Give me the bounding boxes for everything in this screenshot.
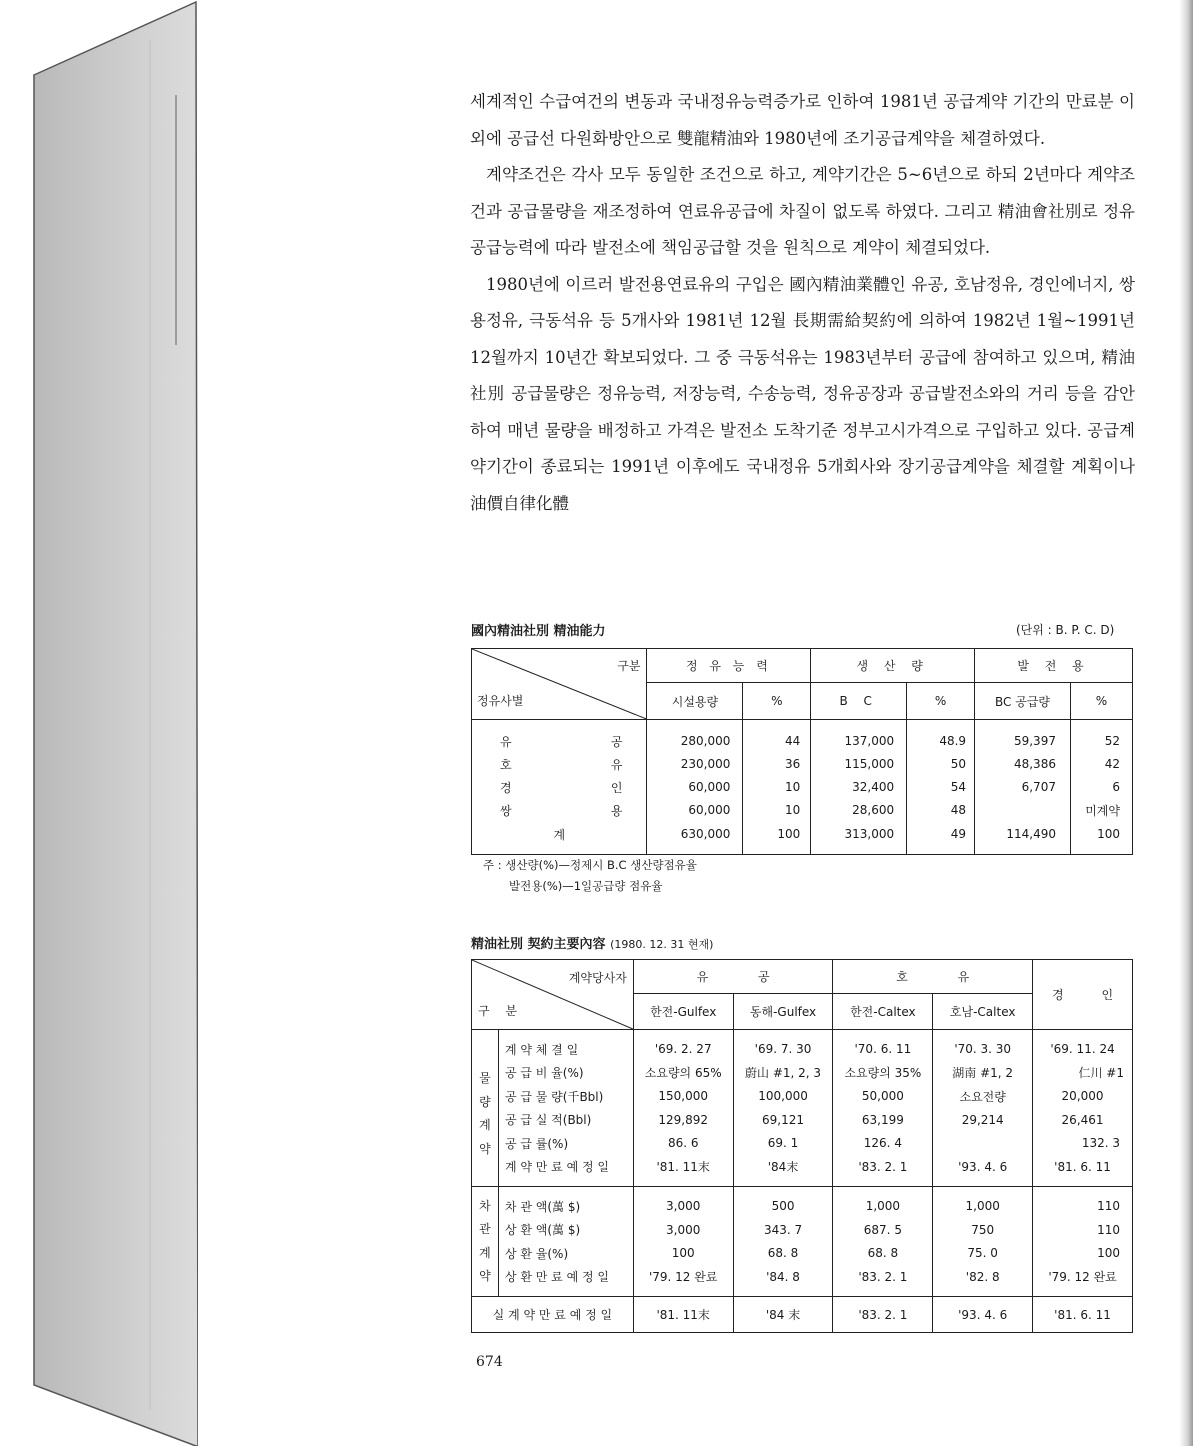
note-line: 발전용(%)—1일공급량 점유율 <box>509 879 663 893</box>
table-row <box>472 1155 1133 1179</box>
row-label-b: 공 <box>610 734 623 749</box>
table1-subheader: 시설용량 <box>647 683 743 720</box>
cell <box>933 1132 1033 1156</box>
cell: 100 <box>1097 827 1120 841</box>
cell: 48,386 <box>975 753 1071 776</box>
cell: '84. 8 <box>733 1265 833 1289</box>
cell: 10 <box>743 776 811 799</box>
table1-subheader: % <box>1095 694 1108 708</box>
table1-corner-cell <box>472 649 647 720</box>
cell: 230,000 <box>647 753 743 776</box>
cell: '83. 2. 1 <box>833 1265 933 1289</box>
cell: 630,000 <box>647 822 743 847</box>
row-label-b: 유 <box>610 757 623 772</box>
note-line: 주 : 생산량(%)—정제시 B.C 생산량점유율 <box>483 858 697 872</box>
cell: 69. 1 <box>733 1132 833 1156</box>
table1-subheader: % <box>907 683 975 720</box>
cell: 蔚山 #1, 2, 3 <box>733 1061 833 1085</box>
paragraph-3: 1980년에 이르러 발전용연료유의 구입은 國內精油業體인 유공, 호남정유, 경인에너지, 쌍용정유, 극동석유 등 5개사와 1981년 12월 長期需給契約에 의하여 1982년 1월~1991년 12월까지 10년간 확보되었다. 그 중 극동석유는 1983년부터 공급에 참여하고 있으며, 精油社別 공급물량은 정유능력, 저장능력, 수송능력, 정유공장과 공급발전소와의 거리 등을 감안하여 매년 물량을 배정하고 가격은 발전소 도착기준 정부고시가격으로 구입하고 있다. 공급계약기간이 종료되는 1991년 이후에도 국내정유 5개회사와 장기공급계약을 체결할 계획이나 油價自律化體 <box>470 274 1135 513</box>
table1-group-header: 발 전 용 <box>975 649 1133 683</box>
cell: '82. 8 <box>933 1265 1033 1289</box>
row-label-a: 쌍 <box>500 803 512 818</box>
table2-contract-summary <box>471 959 1133 1333</box>
cell: 115,000 <box>811 753 907 776</box>
cell: '69. 11. 24 <box>1050 1042 1115 1057</box>
row-label-a: 호 <box>500 757 512 772</box>
book-spine-shadow <box>0 0 200 1446</box>
section-label-loan: 차 관 계 약 <box>472 1195 499 1289</box>
cell: '83. 2. 1 <box>833 1155 933 1179</box>
cell: 63,199 <box>833 1108 933 1132</box>
table1-unit: (단위 : B. P. C. D) <box>1016 623 1115 637</box>
cell: '79. 12 완료 <box>633 1265 733 1289</box>
row-label-a: 경 <box>500 780 512 795</box>
table1-group-header: 생 산 량 <box>811 649 975 683</box>
row-item: 상 환 액(萬 $) <box>498 1218 633 1242</box>
table-row <box>472 730 1133 753</box>
row-item: 계 약 만 료 예 정 일 <box>498 1155 633 1179</box>
cell: 54 <box>907 776 975 799</box>
cell: 20,000 <box>1061 1089 1104 1104</box>
cell: 59,397 <box>975 730 1071 753</box>
cell: 129,892 <box>633 1108 733 1132</box>
cell: 42 <box>1104 757 1120 771</box>
row-item: 차 관 액(萬 $) <box>498 1195 633 1219</box>
row-label-b: 인 <box>610 780 623 795</box>
table1-corner-top: 구분 <box>617 659 641 673</box>
table-row <box>472 776 1133 799</box>
cell: 60,000 <box>647 799 743 822</box>
cell: 48 <box>907 799 975 822</box>
table2-contract-header: 한전-Gulfex <box>633 994 733 1030</box>
cell: 114,490 <box>975 822 1071 847</box>
cell: '81. 6. 11 <box>1054 1307 1111 1322</box>
cell: 3,000 <box>633 1195 733 1219</box>
cell: 313,000 <box>811 822 907 847</box>
cell: '81. 6. 11 <box>1054 1159 1111 1174</box>
table1-notes <box>483 855 697 897</box>
table2-corner-bottom: 구 분 <box>478 1004 517 1018</box>
table2-subtitle: (1980. 12. 31 현재) <box>610 938 714 951</box>
cell: 6 <box>1112 780 1120 794</box>
page-number: 674 <box>476 1354 503 1370</box>
cell: 100 <box>1097 1246 1120 1261</box>
cell: 1,000 <box>933 1195 1033 1219</box>
paragraph-2: 계약조건은 각사 모두 동일한 조건으로 하고, 계약기간은 5~6년으로 하되 2년마다 계약조건과 공급물량을 재조정하여 연료유공급에 차질이 없도록 하였다. 그리고 精油會社別로 정유공급능력에 따라 발전소에 책임공급할 것을 원칙으로 계약이 체결되었다. <box>470 165 1135 257</box>
cell: 1,000 <box>833 1195 933 1219</box>
cell: '93. 4. 6 <box>933 1297 1033 1333</box>
table-row <box>472 1132 1133 1156</box>
table2-corner-top: 계약당사자 <box>568 971 627 985</box>
cell: 3,000 <box>633 1218 733 1242</box>
cell: 仁川 #1 <box>1078 1066 1124 1081</box>
cell: 미계약 <box>1085 803 1120 818</box>
table2-company-header: 호 유 <box>833 960 1033 994</box>
table-row <box>472 1061 1133 1085</box>
cell: '70. 3. 30 <box>933 1038 1033 1062</box>
table1-subheader: BC 공급량 <box>975 683 1071 720</box>
table-row-final <box>472 1297 1133 1333</box>
cell: 137,000 <box>811 730 907 753</box>
table-row <box>472 799 1133 822</box>
table-row <box>472 1242 1133 1266</box>
cell: '81. 11末 <box>633 1297 733 1333</box>
table2-title <box>471 933 713 952</box>
body-text <box>470 84 1135 522</box>
cell: '84 末 <box>733 1297 833 1333</box>
table2-contract-header: 호남-Caltex <box>933 994 1033 1030</box>
cell: 49 <box>907 822 975 847</box>
section-label-volume: 물 량 계 약 <box>472 1038 499 1179</box>
cell: 132. 3 <box>1081 1136 1120 1151</box>
cell: 110 <box>1097 1222 1120 1237</box>
paragraph-1: 세계적인 수급여건의 변동과 국내정유능력증가로 인하여 1981년 공급계약 기간의 만료분 이외에 공급선 다원화방안으로 雙龍精油와 1980년에 조기공급계약을 체결하였다. <box>470 92 1135 148</box>
table1-subheader: B C <box>811 683 907 720</box>
cell: 44 <box>743 730 811 753</box>
cell: '93. 4. 6 <box>933 1155 1033 1179</box>
cell: 10 <box>743 799 811 822</box>
cell: 6,707 <box>975 776 1071 799</box>
table-row <box>472 1108 1133 1132</box>
cell: 100 <box>633 1242 733 1266</box>
cell: 48.9 <box>907 730 975 753</box>
row-item: 계 약 체 결 일 <box>498 1038 633 1062</box>
cell: 500 <box>733 1195 833 1219</box>
cell: 280,000 <box>647 730 743 753</box>
table2-corner-cell <box>472 960 634 1030</box>
table1-corner-bottom: 정유사별 <box>477 694 524 708</box>
row-item: 공 급 물 량(千Bbl) <box>498 1085 633 1109</box>
cell: '69. 7. 30 <box>733 1038 833 1062</box>
cell <box>975 799 1071 822</box>
table1-refining-capacity <box>471 648 1133 855</box>
table-row <box>472 753 1133 776</box>
table-row <box>472 1195 1133 1219</box>
row-item: 실 계 약 만 료 예 정 일 <box>472 1297 634 1333</box>
row-item: 공 급 실 적(Bbl) <box>498 1108 633 1132</box>
table1-subheader: % <box>743 683 811 720</box>
cell: 68. 8 <box>833 1242 933 1266</box>
cell: 28,600 <box>811 799 907 822</box>
page-right-edge-shadow <box>1179 0 1193 1446</box>
cell: 750 <box>933 1218 1033 1242</box>
cell: 소요량의 35% <box>833 1061 933 1085</box>
table2-company-header: 유 공 <box>633 960 833 994</box>
row-item: 상 환 만 료 예 정 일 <box>498 1265 633 1289</box>
cell: 60,000 <box>647 776 743 799</box>
cell: 126. 4 <box>833 1132 933 1156</box>
cell: 소요량의 65% <box>633 1061 733 1085</box>
cell: '83. 2. 1 <box>833 1297 933 1333</box>
row-item: 상 환 율(%) <box>498 1242 633 1266</box>
table-row <box>472 1085 1133 1109</box>
cell: '70. 6. 11 <box>833 1038 933 1062</box>
cell: 100,000 <box>733 1085 833 1109</box>
cell: 68. 8 <box>733 1242 833 1266</box>
cell: 50,000 <box>833 1085 933 1109</box>
total-label: 계 <box>472 822 647 847</box>
cell: 26,461 <box>1061 1112 1104 1127</box>
cell: '81. 11末 <box>633 1155 733 1179</box>
row-label-b: 용 <box>610 803 623 818</box>
table2-contract-header: 한전-Caltex <box>833 994 933 1030</box>
table1-title: 國內精油社別 精油能力 <box>471 624 606 639</box>
cell: 36 <box>743 753 811 776</box>
table-row <box>472 1265 1133 1289</box>
table-row <box>472 1218 1133 1242</box>
row-item: 공 급 률(%) <box>498 1132 633 1156</box>
cell: 150,000 <box>633 1085 733 1109</box>
table2-title-text: 精油社別 契約主要內容 <box>471 937 606 952</box>
table2-contract-header: 동해-Gulfex <box>733 994 833 1030</box>
cell: 343. 7 <box>733 1218 833 1242</box>
cell: 29,214 <box>933 1108 1033 1132</box>
table1-group-header: 정 유 능 력 <box>647 649 811 683</box>
cell: '79. 12 완료 <box>1048 1270 1117 1285</box>
table-total-row <box>472 822 1133 847</box>
table-row <box>472 1038 1133 1062</box>
cell: 69,121 <box>733 1108 833 1132</box>
cell: 50 <box>907 753 975 776</box>
cell: 52 <box>1104 734 1120 748</box>
cell: 100 <box>743 822 811 847</box>
cell: '69. 2. 27 <box>633 1038 733 1062</box>
table2-company-header: 경 인 <box>1033 960 1133 1030</box>
cell: 75. 0 <box>933 1242 1033 1266</box>
row-label-a: 유 <box>500 734 512 749</box>
cell: '84末 <box>733 1155 833 1179</box>
cell: 32,400 <box>811 776 907 799</box>
cell: 소요전량 <box>933 1085 1033 1109</box>
cell: 湖南 #1, 2 <box>933 1061 1033 1085</box>
row-item: 공 급 비 율(%) <box>498 1061 633 1085</box>
cell: 86. 6 <box>633 1132 733 1156</box>
cell: 110 <box>1097 1199 1120 1214</box>
cell: 687. 5 <box>833 1218 933 1242</box>
